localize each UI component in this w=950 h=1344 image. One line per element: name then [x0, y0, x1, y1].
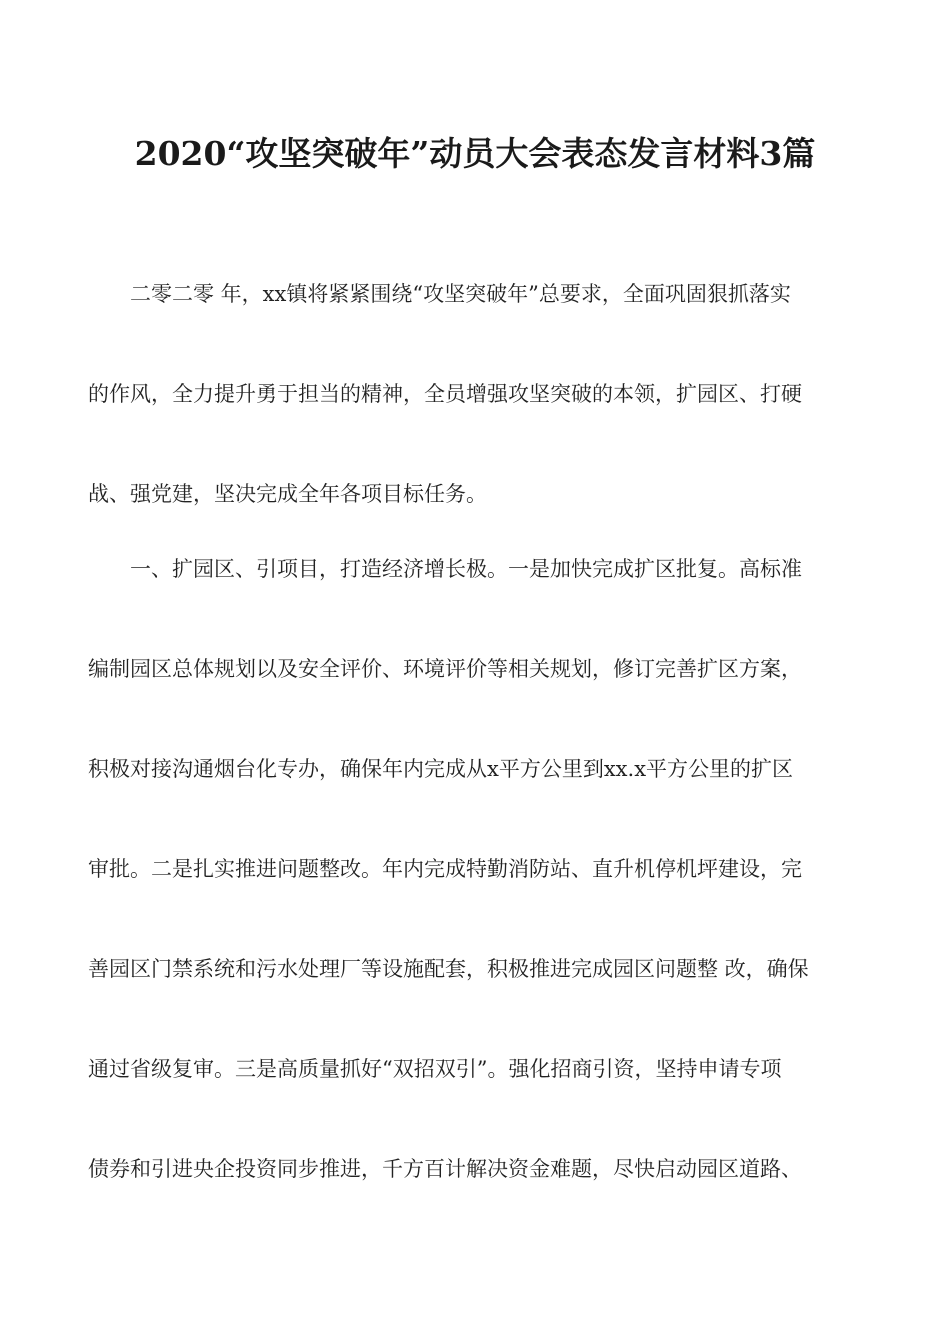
paragraph-line-4: 一、扩园区、引项目，打造经济增长极。一是加快完成扩区批复。高标准	[130, 557, 802, 581]
paragraph-line-10: 债券和引进央企投资同步推进，千方百计解决资金难题，尽快启动园区道路、	[88, 1157, 802, 1181]
paragraph-line-6: 积极对接沟通烟台化专办，确保年内完成从x平方公里到xx.x平方公里的扩区	[88, 757, 794, 781]
paragraph-line-1: 二零二零 年，xx镇将紧紧围绕“攻坚突破年”总要求，全面巩固狠抓落实	[130, 282, 791, 306]
paragraph-line-5: 编制园区总体规划以及安全评价、环境评价等相关规划，修订完善扩区方案，	[88, 657, 802, 681]
document-title: 2020“攻坚突破年”动员大会表态发言材料3篇	[134, 134, 816, 173]
paragraph-line-3: 战、强党建，坚决完成全年各项目标任务。	[88, 482, 487, 506]
paragraph-line-9: 通过省级复审。三是高质量抓好“双招双引”。强化招商引资，坚持申请专项	[88, 1057, 782, 1081]
paragraph-line-2: 的作风，全力提升勇于担当的精神，全员增强攻坚突破的本领，扩园区、打硬	[88, 382, 802, 406]
paragraph-line-8: 善园区门禁系统和污水处理厂等设施配套，积极推进完成园区问题整 改，确保	[88, 957, 809, 981]
paragraph-line-7: 审批。二是扎实推进问题整改。年内完成特勤消防站、直升机停机坪建设，完	[88, 857, 802, 881]
